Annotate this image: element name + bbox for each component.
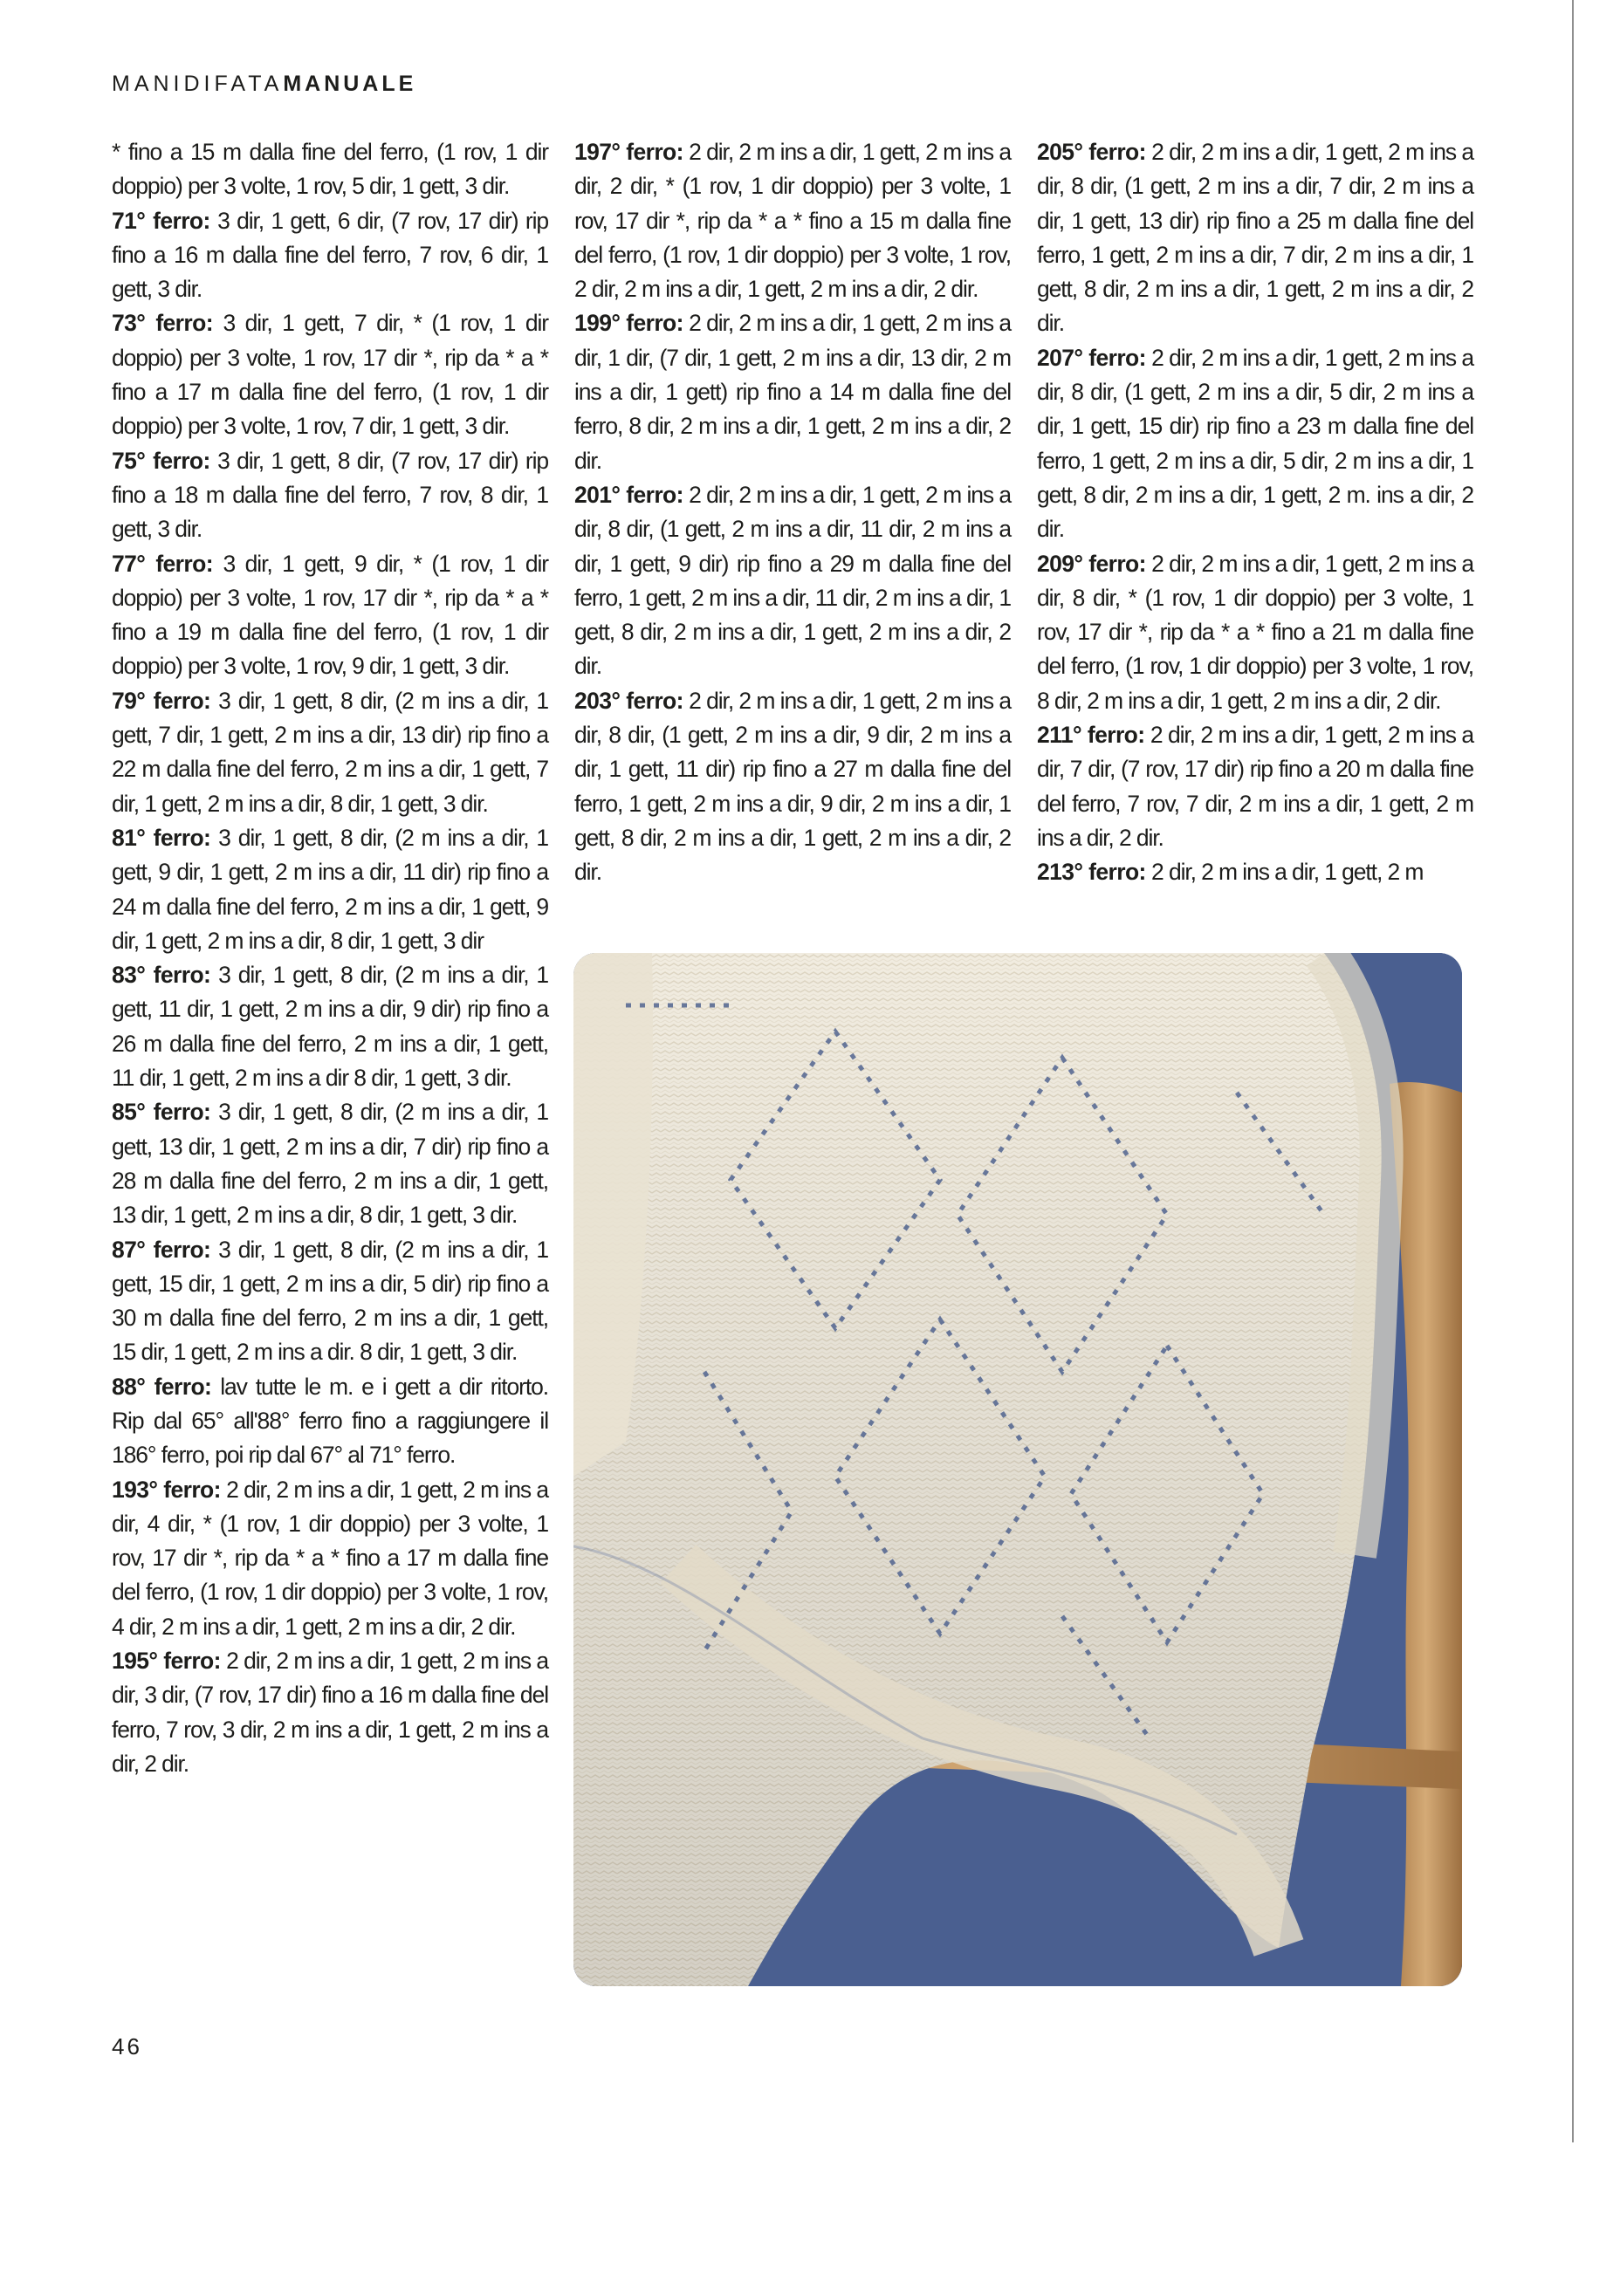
row-instructions: 2 dir, 2 m ins a dir, 1 gett, 2 m ins a dir, 4 dir, * (1 rov, 1 dir doppio) per 3 volte, 1 rov, 17 dir *, rip da * a * fino a 17 m dalla fine del ferro, (1 rov, 1 dir doppio) per 3 volte, 1 rov, 4 dir, 2 m ins a dir, 1 gett, 2 m ins a dir, 2 dir.: [112, 1476, 548, 1640]
section-name: MANUALE: [283, 72, 417, 96]
instruction-paragraph: [112, 1370, 548, 1473]
row-instructions: 2 dir, 2 m ins a dir, 1 gett, 2 m ins a dir, 8 dir, (1 gett, 2 m ins a dir, 9 dir, 2 m ins a dir, 1 gett, 11 dir) rip fino a 27 m dalla fine del ferro, 1 gett, 2 m ins a dir, 9 dir, 2 m ins a dir, 1 gett, 8 dir, 2 m ins a dir, 1 gett, 2 m ins a dir, 2 dir.: [574, 687, 1011, 886]
row-label: 81° ferro:: [112, 824, 211, 851]
instruction-paragraph: [112, 135, 548, 204]
instruction-paragraph: [112, 684, 548, 821]
row-instructions: 2 dir, 2 m ins a dir, 1 gett, 2 m: [1145, 859, 1424, 886]
row-label: 211° ferro:: [1037, 722, 1145, 749]
instruction-paragraph: [112, 547, 548, 684]
instruction-paragraph: [1037, 547, 1473, 718]
row-instructions: 3 dir, 1 gett, 8 dir, (2 m ins a dir, 1 gett, 9 dir, 1 gett, 2 m ins a dir, 11 dir) rip fino a 24 m dalla fine del ferro, 2 m ins a dir, 1 gett, 9 dir, 1 gett, 2 m ins a dir, 8 dir, 1 gett, 3 dir: [112, 824, 549, 954]
row-label: 193° ferro:: [112, 1476, 221, 1503]
row-label: 75° ferro:: [112, 447, 210, 474]
row-label: 209° ferro:: [1037, 550, 1146, 577]
row-label: 201° ferro:: [574, 481, 683, 508]
instruction-paragraph: [1037, 135, 1473, 341]
page-number: 46: [112, 2033, 142, 2060]
row-instructions: 3 dir, 1 gett, 9 dir, * (1 rov, 1 dir doppio) per 3 volte, 1 rov, 17 dir *, rip da * a * fino a 19 m dalla fine del ferro, (1 rov, 1 dir doppio) per 3 volte, 1 rov, 9 dir, 1 gett, 3 dir.: [112, 550, 548, 680]
row-instructions: 2 dir, 2 m ins a dir, 1 gett, 2 m ins a dir, 7 dir, (7 rov, 17 dir) rip fino a 20 m dalla fine del ferro, 7 rov, 7 dir, 2 m ins a dir, 1 gett, 2 m ins a dir, 2 dir.: [1037, 722, 1473, 851]
row-instructions: 3 dir, 1 gett, 8 dir, (2 m ins a dir, 1 gett, 13 dir, 1 gett, 2 m ins a dir, 7 dir) rip fino a 28 m dalla fine del ferro, 2 m ins a dir, 1 gett, 13 dir, 1 gett, 2 m ins a dir, 8 dir, 1 gett, 3 dir.: [112, 1099, 549, 1229]
row-label: 83° ferro:: [112, 962, 211, 989]
instruction-paragraph: [112, 204, 548, 307]
row-label: 73° ferro:: [112, 310, 213, 337]
text-column-3: [1037, 135, 1473, 890]
row-instructions: 3 dir, 1 gett, 6 dir, (7 rov, 17 dir) rip fino a 16 m dalla fine del ferro, 7 rov, 6 dir, 1 gett, 3 dir.: [112, 207, 548, 303]
instruction-paragraph: [574, 684, 1011, 890]
row-label: 79° ferro:: [112, 687, 211, 714]
row-label: 207° ferro:: [1037, 344, 1146, 371]
row-instructions: 3 dir, 1 gett, 8 dir, (2 m ins a dir, 1 gett, 11 dir, 1 gett, 2 m ins a dir, 9 dir) rip fino a 26 m dalla fine del ferro, 2 m ins a dir, 1 gett, 11 dir, 1 gett, 2 m ins a dir 8 dir, 1 gett, 3 dir.: [112, 962, 549, 1092]
instruction-paragraph: [1037, 341, 1473, 547]
row-instructions: lav tutte le m. e i gett a dir ritorto. Rip dal 65° all'88° ferro fino a raggiungere il 186° ferro, poi rip dal 67° al 71° ferro.: [112, 1373, 549, 1469]
row-label: 85° ferro:: [112, 1099, 211, 1126]
instruction-paragraph: [112, 1233, 548, 1370]
row-label: 197° ferro:: [574, 139, 683, 165]
row-label: 213° ferro:: [1037, 859, 1146, 886]
knitted-blanket-photo: [573, 953, 1462, 1986]
row-instructions: 2 dir, 2 m ins a dir, 1 gett, 2 m ins a dir, 8 dir, * (1 rov, 1 dir doppio) per 3 volte, 1 rov, 17 dir *, rip da * a * fino a 21 m dalla fine del ferro, (1 rov, 1 dir doppio) per 3 volte, 1 rov, 8 dir, 2 m ins a dir, 1 gett, 2 m ins a dir, 2 dir.: [1037, 550, 1473, 714]
page-edge-line: [1572, 0, 1574, 2142]
text-column-2: [574, 135, 1011, 890]
instruction-paragraph: [112, 821, 548, 958]
row-instructions: 2 dir, 2 m ins a dir, 1 gett, 2 m ins a dir, 8 dir, (1 gett, 2 m ins a dir, 11 dir, 2 m ins a dir, 1 gett, 9 dir) rip fino a 29 m dalla fine del ferro, 1 gett, 2 m ins a dir, 11 dir, 2 m ins a dir, 1 gett, 8 dir, 2 m ins a dir, 1 gett, 2 m ins a dir, 2 dir.: [574, 481, 1011, 680]
instruction-paragraph: [574, 135, 1011, 306]
row-instructions: 3 dir, 1 gett, 8 dir, (2 m ins a dir, 1 gett, 15 dir, 1 gett, 2 m ins a dir, 5 dir) rip fino a 30 m dalla fine del ferro, 2 m ins a dir, 1 gett, 15 dir, 1 gett, 2 m ins a dir. 8 dir, 1 gett, 3 dir.: [112, 1236, 549, 1366]
row-instructions: * fino a 15 m dalla fine del ferro, (1 rov, 1 dir doppio) per 3 volte, 1 rov, 5 dir, 1 gett, 3 dir.: [112, 139, 548, 200]
row-instructions: 2 dir, 2 m ins a dir, 1 gett, 2 m ins a dir, 8 dir, (1 gett, 2 m ins a dir, 7 dir, 2 m ins a dir, 1 gett, 13 dir) rip fino a 25 m dalla fine del ferro, 1 gett, 2 m ins a dir, 7 dir, 2 m ins a dir, 1 gett, 8 dir, 2 m ins a dir, 1 gett, 2 m ins a dir, 2 dir.: [1037, 139, 1473, 337]
row-label: 195° ferro:: [112, 1648, 221, 1675]
row-instructions: 2 dir, 2 m ins a dir, 1 gett, 2 m ins a dir, 1 dir, (7 dir, 1 gett, 2 m ins a dir, 13 dir, 2 m ins a dir, 1 gett) rip fino a 14 m dalla fine del ferro, 8 dir, 2 m ins a dir, 1 gett, 2 m ins a dir, 2 dir.: [574, 310, 1011, 474]
row-label: 71° ferro:: [112, 207, 210, 234]
row-label: 205° ferro:: [1037, 139, 1146, 165]
blanket-illustration: [573, 953, 1462, 1986]
row-label: 87° ferro:: [112, 1236, 211, 1263]
row-label: 199° ferro:: [574, 310, 683, 337]
row-instructions: 3 dir, 1 gett, 8 dir, (2 m ins a dir, 1 gett, 7 dir, 1 gett, 2 m ins a dir, 13 dir) rip fino a 22 m dalla fine del ferro, 2 m ins a dir, 1 gett, 7 dir, 1 gett, 2 m ins a dir, 8 dir, 1 gett, 3 dir.: [112, 687, 549, 817]
row-label: 203° ferro:: [574, 687, 683, 714]
instruction-paragraph: [1037, 855, 1473, 889]
text-column-1: [112, 135, 548, 1781]
row-instructions: 2 dir, 2 m ins a dir, 1 gett, 2 m ins a dir, 8 dir, (1 gett, 2 m ins a dir, 5 dir, 2 m ins a dir, 1 gett, 15 dir) rip fino a 23 m dalla fine del ferro, 1 gett, 2 m ins a dir, 5 dir, 2 m ins a dir, 1 gett, 8 dir, 2 m ins a dir, 1 gett, 2 m. ins a dir, 2 dir.: [1037, 344, 1473, 543]
row-label: 88° ferro:: [112, 1373, 212, 1400]
instruction-paragraph: [112, 444, 548, 547]
brand-name: MANIDIFATA: [112, 72, 284, 96]
instruction-paragraph: [112, 1644, 548, 1781]
row-instructions: 2 dir, 2 m ins a dir, 1 gett, 2 m ins a dir, 3 dir, (7 rov, 17 dir) fino a 16 m dalla fine del ferro, 7 rov, 3 dir, 2 m ins a dir, 1 gett, 2 m ins a dir, 2 dir.: [112, 1648, 548, 1777]
instruction-paragraph: [574, 306, 1011, 477]
running-header: [112, 72, 416, 97]
row-instructions: 3 dir, 1 gett, 7 dir, * (1 rov, 1 dir doppio) per 3 volte, 1 rov, 17 dir *, rip da * a * fino a 17 m dalla fine del ferro, (1 rov, 1 dir doppio) per 3 volte, 1 rov, 7 dir, 1 gett, 3 dir.: [112, 310, 548, 440]
instruction-paragraph: [112, 958, 548, 1095]
instruction-paragraph: [112, 306, 548, 443]
instruction-paragraph: [574, 478, 1011, 684]
row-instructions: 2 dir, 2 m ins a dir, 1 gett, 2 m ins a dir, 2 dir, * (1 rov, 1 dir doppio) per 3 volte, 1 rov, 17 dir *, rip da * a * fino a 15 m dalla fine del ferro, (1 rov, 1 dir doppio) per 3 volte, 1 rov, 2 dir, 2 m ins a dir, 1 gett, 2 m ins a dir, 2 dir.: [574, 139, 1011, 303]
row-label: 77° ferro:: [112, 550, 213, 577]
instruction-paragraph: [1037, 718, 1473, 855]
row-instructions: 3 dir, 1 gett, 8 dir, (7 rov, 17 dir) rip fino a 18 m dalla fine del ferro, 7 rov, 8 dir, 1 gett, 3 dir.: [112, 447, 548, 543]
instruction-paragraph: [112, 1473, 548, 1644]
instruction-paragraph: [112, 1095, 548, 1232]
